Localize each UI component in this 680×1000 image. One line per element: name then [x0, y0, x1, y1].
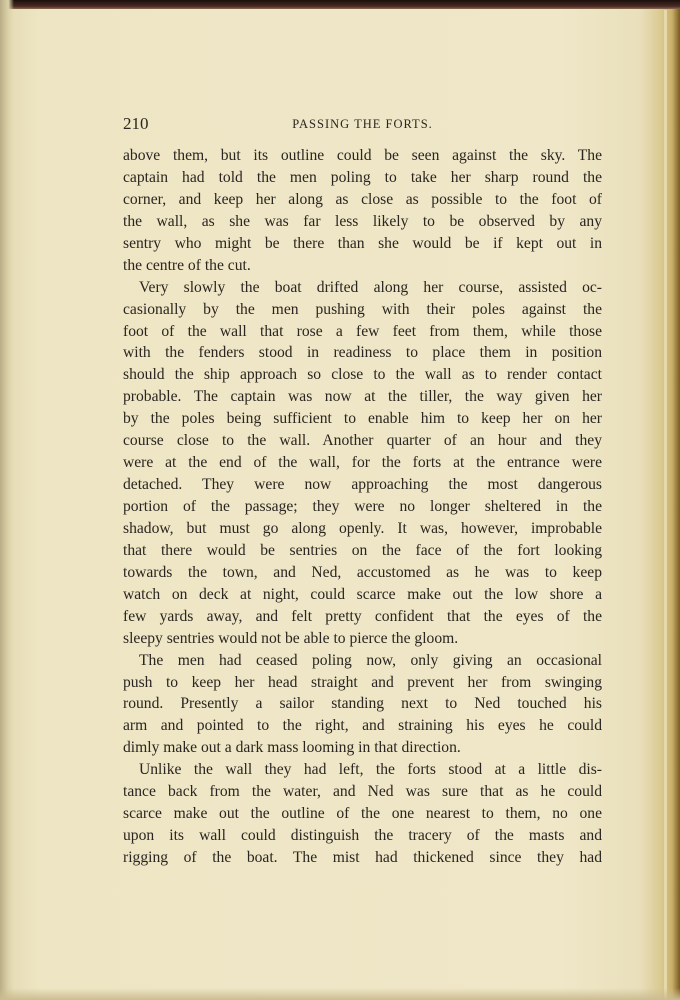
paragraph	[123, 145, 602, 277]
body-text	[123, 145, 602, 869]
text-line: upon its wall could distinguish the tracery of the masts and	[123, 827, 602, 845]
running-header	[123, 114, 602, 136]
text-line: tance back from the water, and Ned was sure that as he could	[123, 783, 602, 801]
text-line: rigging of the boat. The mist had thickened since they had	[123, 849, 602, 866]
text-line: probable. The captain was now at the tiller, the way given her	[123, 388, 602, 406]
text-line: sleepy sentries would not be able to pierce the gloom.	[123, 629, 459, 647]
text-line: Unlike the wall they had left, the forts stood at a little dis-	[139, 761, 602, 779]
text-line: sentry who might be there than she would be if kept out in	[123, 234, 602, 252]
scan-top-border	[0, 0, 680, 9]
text-line: the wall, as she was far less likely to be observed by any	[123, 212, 602, 230]
text-line: Very slowly the boat drifted along her course, assisted oc-	[139, 278, 602, 296]
text-line: were at the end of the wall, for the forts at the entrance were	[123, 454, 602, 472]
text-line: watch on deck at night, could scarce make out the low shore a	[123, 585, 602, 603]
text-line: shadow, but must go along openly. It was, however, improbable	[123, 519, 602, 537]
page-edge	[664, 10, 667, 1000]
text-line: foot of the wall that rose a few feet from them, while those	[123, 322, 602, 340]
text-line: captain had told the men poling to take her sharp round the	[123, 168, 602, 186]
text-line: course close to the wall. Another quarter of an hour and they	[123, 432, 602, 450]
text-line: towards the town, and Ned, accustomed as he was to keep	[123, 563, 602, 581]
text-line: should the ship approach so close to the wall as to render contact	[123, 366, 602, 384]
paragraph	[123, 759, 602, 869]
text-line: with the fenders stood in readiness to place them in position	[123, 344, 602, 362]
running-title: PASSING THE FORTS.	[292, 117, 433, 131]
text-line: The men had ceased poling now, only giving an occasional	[139, 651, 602, 669]
page-gutter-shadow	[0, 0, 14, 1000]
scan-bottom-edge	[0, 988, 680, 1000]
text-line: arm and pointed to the right, and straining his eyes he could	[123, 717, 602, 735]
text-line: dimly make out a dark mass looming in that direction.	[123, 739, 461, 757]
text-line: casionally by the men pushing with their poles against the	[123, 300, 602, 318]
paragraph	[123, 277, 602, 650]
text-line: above them, but its outline could be seen against the sky. The	[123, 147, 602, 164]
text-line: detached. They were now approaching the most dangerous	[123, 476, 602, 494]
text-line: that there would be sentries on the face of the fort looking	[123, 541, 602, 559]
page-number: 210	[123, 114, 149, 133]
text-line: portion of the passage; they were no longer sheltered in the	[123, 498, 602, 515]
paragraph	[123, 650, 602, 760]
text-line: scarce make out the outline of the one nearest to them, no one	[123, 805, 602, 823]
text-line: corner, and keep her along as close as possible to the foot of	[123, 190, 602, 208]
text-line: the centre of the cut.	[123, 256, 251, 274]
text-line: few yards away, and felt pretty confident that the eyes of the	[123, 607, 602, 625]
text-line: round. Presently a sailor standing next to Ned touched his	[123, 695, 602, 713]
text-line: push to keep her head straight and prevent her from swinging	[123, 673, 602, 691]
text-line: by the poles being sufficient to enable him to keep her on her	[123, 410, 602, 428]
